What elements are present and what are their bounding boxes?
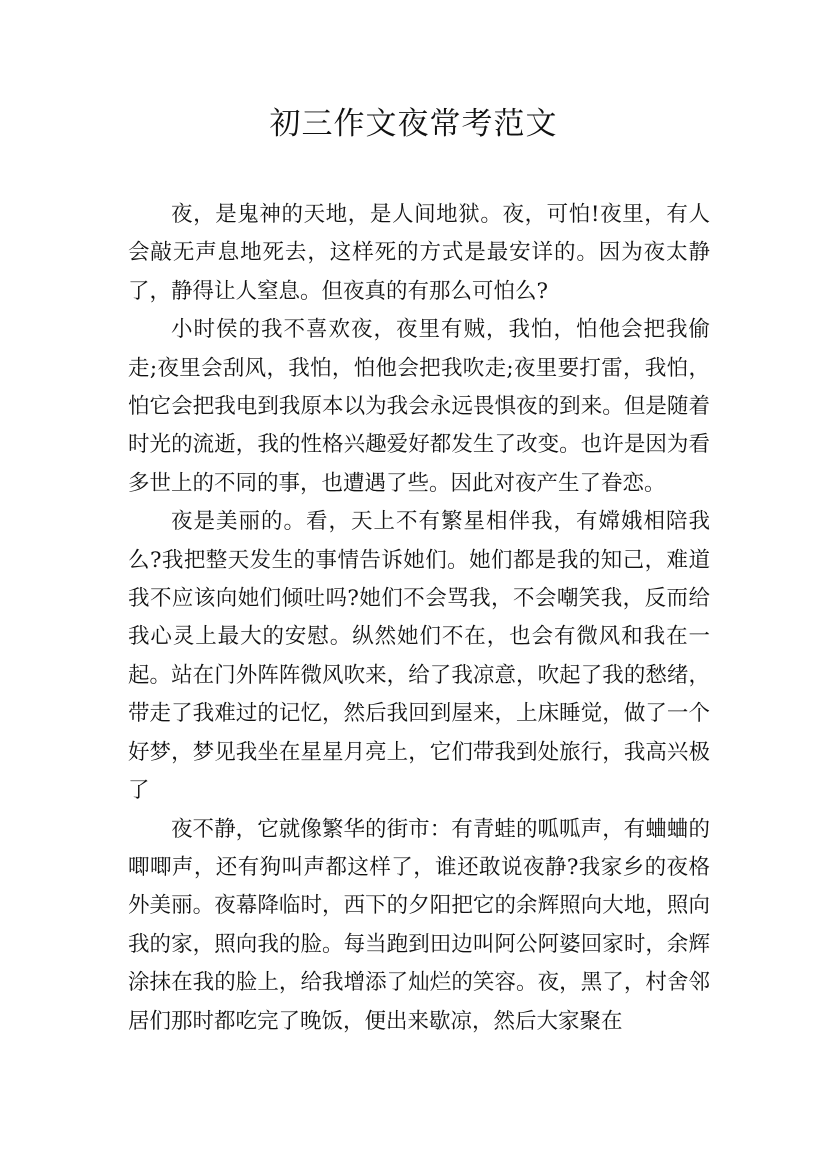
paragraph-2: 小时侯的我不喜欢夜，夜里有贼，我怕，怕他会把我偷走;夜里会刮风，我怕，怕他会把我吹走;夜里要打雷，我怕，怕它会把我电到我原本以为我会永远畏惧夜的到来。但是随着时光的流逝，我的性格兴趣爱好都发生了改变。也许是因为看多世上的不同的事，也遭遇了些。因此对夜产生了眷恋。 — [128, 317, 710, 496]
page-title: 初三作文夜常考范文 — [269, 106, 558, 142]
paragraph-4: 夜不静，它就像繁华的街市：有青蛙的呱呱声，有蛐蛐的唧唧声，还有狗叫声都这样了，谁还敢说夜静?我家乡的夜格外美丽。夜幕降临时，西下的夕阳把它的余辉照向大地，照向我的家，照向我的脸。每当跑到田边叫阿公阿婆回家时，余辉涂抹在我的脸上，给我增添了灿烂的笑容。夜，黑了，村舍邻居们那时都吃完了晚饭，便出来歇凉，然后大家聚在 — [128, 816, 710, 1034]
paragraph-1: 夜，是鬼神的天地，是人间地狱。夜，可怕!夜里，有人会敲无声息地死去，这样死的方式是最安详的。因为夜太静了，静得让人窒息。但夜真的有那么可怕么? — [128, 202, 710, 304]
paragraph-3: 夜是美丽的。看，天上不有繁星相伴我，有嫦娥相陪我么?我把整天发生的事情告诉她们。她们都是我的知己，难道我不应该向她们倾吐吗?她们不会骂我，不会嘲笑我，反而给我心灵上最大的安慰。纵然她们不在，也会有微风和我在一起。站在门外阵阵微风吹来，给了我凉意，吹起了我的愁绪，带走了我难过的记忆，然后我回到屋来，上床睡觉，做了一个好梦，梦见我坐在星星月亮上，它们带我到处旅行，我高兴极了 — [128, 509, 710, 804]
essay-body — [128, 196, 710, 1041]
